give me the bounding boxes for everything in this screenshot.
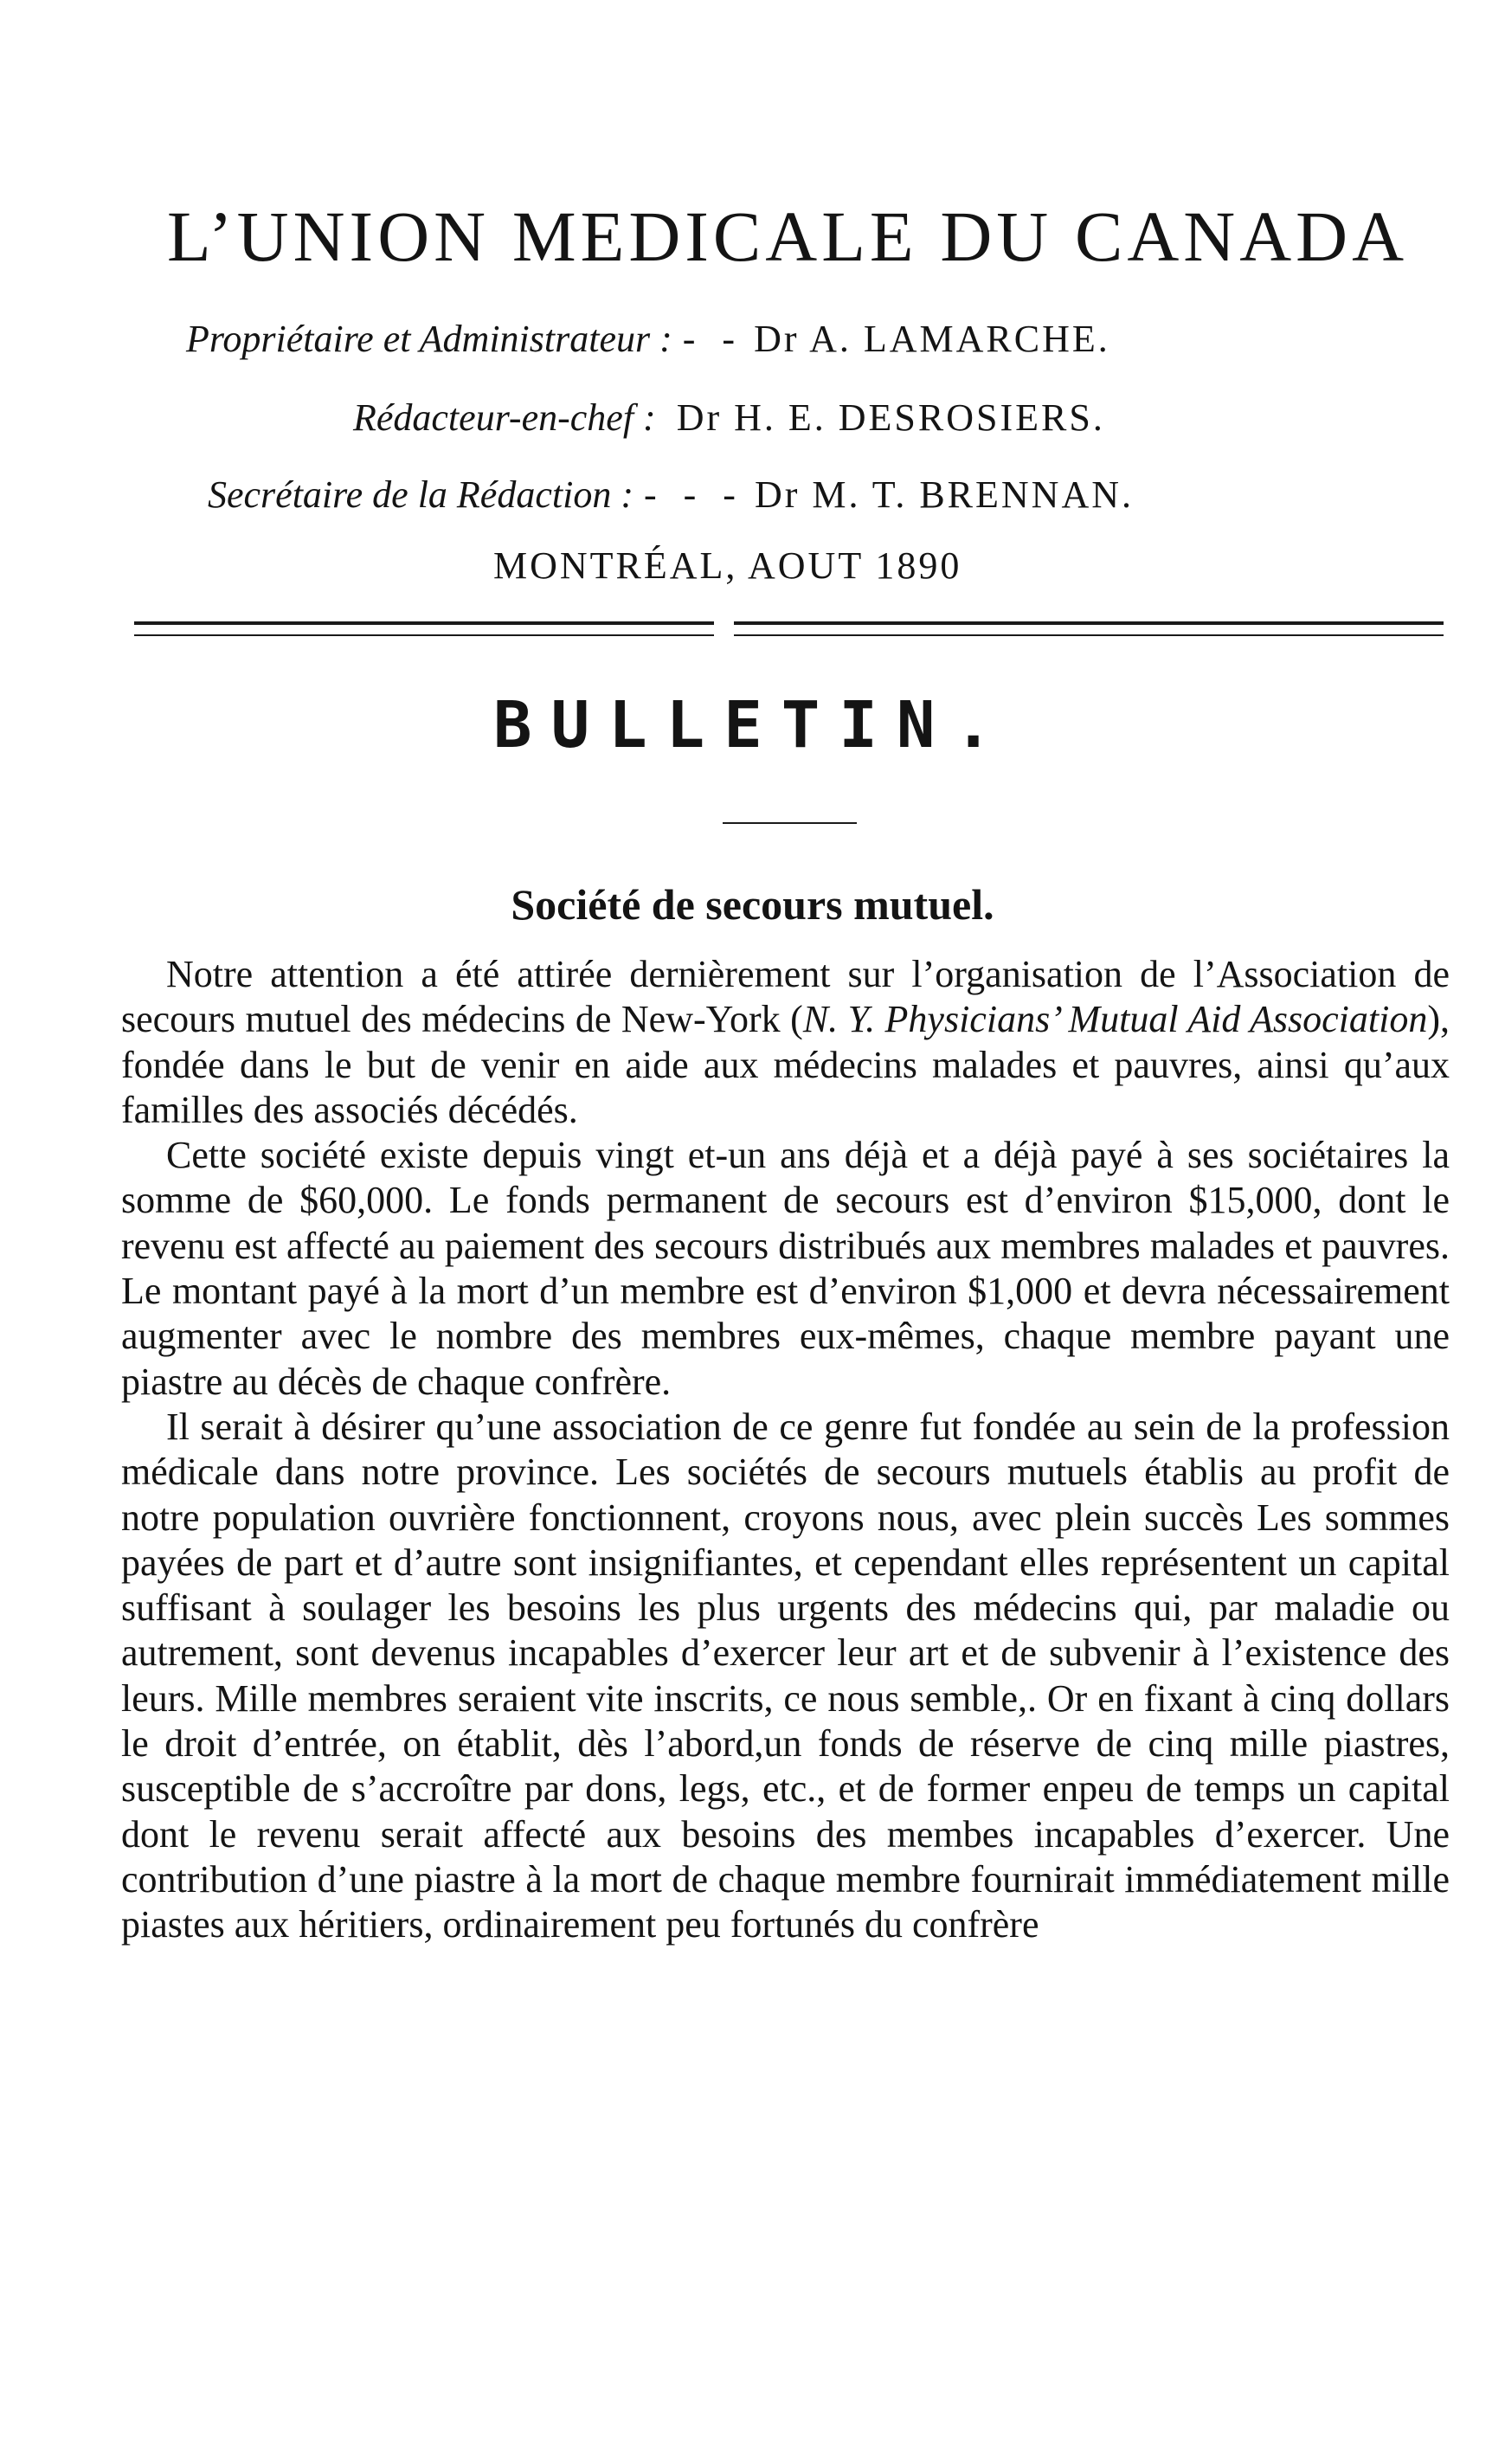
article-body: [121, 952, 1450, 1948]
staff-name: Dr H. E. DESROSIERS.: [676, 396, 1105, 439]
bulletin-heading: BULLETIN.: [493, 688, 1012, 762]
paragraph-2: [121, 1133, 1450, 1405]
header-rule-top-right: [734, 621, 1444, 625]
header-rule-top-left: [134, 621, 714, 625]
staff-name: Dr A. LAMARCHE.: [754, 318, 1110, 360]
header-rule-bottom-left: [134, 634, 714, 636]
staff-line-editor-in-chief: [353, 396, 1105, 440]
staff-dashes: - - -: [643, 473, 744, 516]
paragraph-text: Il serait à désirer qu’une association de ce genre fut fondée au sein de la profession médicale dans notre province. Les sociétés de secours mutuels établis au profit de notre population ouvrière fonctionnent, croyons nous, avec plein succès Les sommes payées de part et d’autre sont insignifiantes, et cependant elles représentent un capital suffisant à soulager les besoins les plus urgents des médecins qui, par maladie ou autrement, sont devenus incapables d’exercer leur art et de subvenir à l’existence des leurs. Mille membres seraient vite inscrits, ce nous semble,. Or en fixant à cinq dollars le droit d’entrée, on établit, dès l’abord,un fonds de réserve de cinq mille piastres, susceptible de s’accroître par dons, legs, etc., et de former enpeu de temps un capital dont le revenu serait affecté aux besoins des membes incapables d’exercer. Une contribution d’une piastre à la mort de chaque membre fournirait immédiatement mille piastes aux héritiers, ordinairement peu fortunés du confrère: [121, 1405, 1450, 1946]
paragraph-1: [121, 952, 1450, 1133]
staff-name: Dr M. T. BRENNAN.: [754, 473, 1134, 516]
staff-role: Propriétaire et Administrateur :: [186, 318, 672, 360]
header-rule-bottom-right: [734, 634, 1444, 636]
staff-line-proprietor: [186, 317, 1110, 361]
paragraph-3: [121, 1405, 1450, 1948]
section-divider: [723, 822, 857, 824]
paragraph-text: Notre attention a été attirée dernièrement sur l’organisation de l’Association de secours mutuel des médecins de New-York (: [121, 953, 1450, 1041]
staff-dashes: - -: [682, 318, 744, 360]
paragraph-text: Cette société existe depuis vingt et-un ans déjà et a déjà payé à ses sociétaires la somme de $60,000. Le fonds permanent de secours est d’environ $15,000, dont le revenu est affecté au paiement des secours distribués aux membres malades et pauvres. Le montant payé à la mort d’un membre est d’environ $1,000 et devra nécessairement augmenter avec le nombre des membres eux-mêmes, chaque membre payant une piastre au décès de chaque confrère.: [121, 1134, 1450, 1403]
section-title: Société de secours mutuel.: [511, 880, 994, 929]
paragraph-text: ), fondée dans le but de venir en aide aux médecins malades et pauvres, ainsi qu’aux familles des associés décédés.: [121, 998, 1450, 1131]
staff-line-secretary: [208, 473, 1134, 517]
journal-title: L’UNION MEDICALE DU CANADA: [166, 196, 1409, 276]
association-name-italic: N. Y. Physicians’ Mutual Aid Association: [802, 998, 1428, 1041]
staff-role: Rédacteur-en-chef :: [353, 396, 656, 439]
dateline: MONTRÉAL, AOUT 1890: [493, 544, 962, 587]
staff-role: Secrétaire de la Rédaction :: [208, 473, 634, 516]
